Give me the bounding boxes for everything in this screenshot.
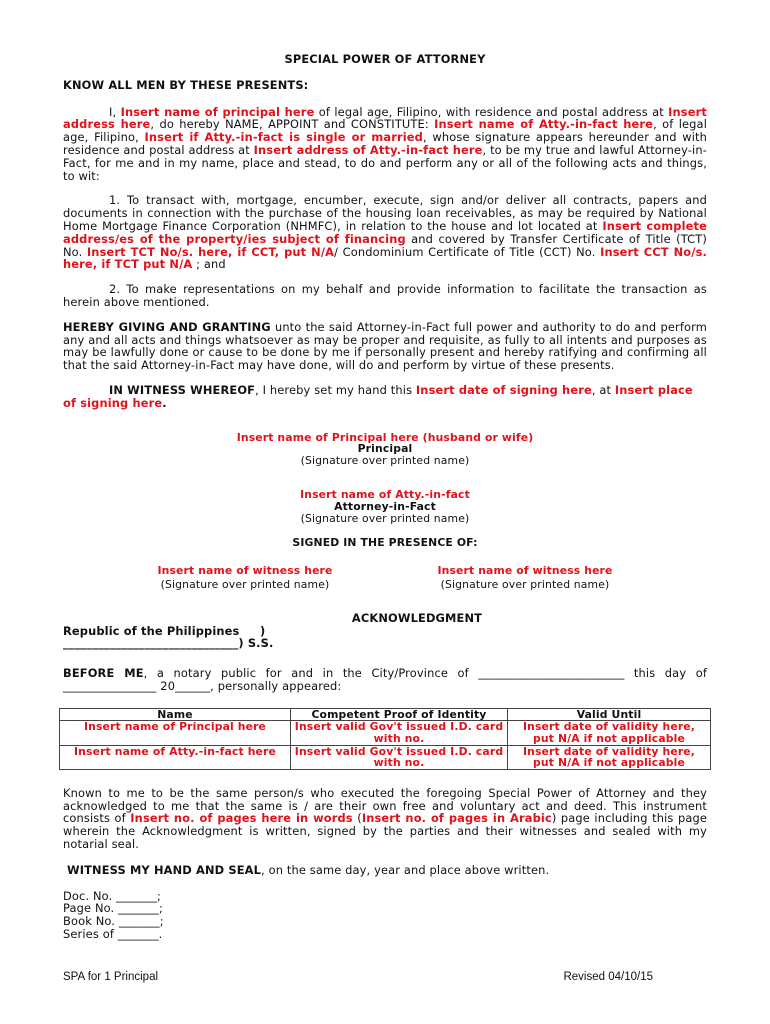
principal-signature-caption: (Signature over printed name) [300, 453, 470, 467]
p1-text-3: , do hereby NAME, APPOINT and CONSTITUTE: [150, 117, 435, 132]
hereby-paragraph [63, 321, 707, 372]
before-me-text: , a notary public for and in the City/Province of _________________________ this day of ________________ 20______, personally appeared: [63, 666, 707, 694]
hereby-text: unto the said Attorney-in-Fact full power and authority to do and perform any and all acts and things whatsoever as may be proper and requisite, as fully to all intents and purposes as may be lawfully done or cause to be done by me if personally present and hereby ratifying and confirming all that the said Attorney-in-Fact may have done, will do and perform by virtue of these presents. [63, 319, 707, 373]
before-me-lead: BEFORE ME [63, 666, 144, 681]
document-title: SPECIAL POWER OF ATTORNEY [284, 52, 486, 66]
table-row [60, 745, 711, 769]
pages-arabic-field[interactable]: Insert no. of pages in Arabic [361, 811, 552, 826]
pages-words-field[interactable]: Insert no. of pages here in words [130, 811, 353, 826]
p1-text-1: I, [109, 104, 121, 119]
atty-address-field[interactable]: Insert address of Atty.-in-fact here [253, 142, 483, 157]
principal-name-field[interactable]: Insert name of principal here [120, 104, 315, 119]
row-1-validity-field[interactable]: Insert date of validity here, put N/A if not applicable [508, 721, 711, 745]
table-header-row [60, 708, 711, 721]
known-text-3: ) page including this page wherein the Acknowledgment is written, signed by the parties and their witnesses and sealed with my notarial seal. [63, 811, 708, 852]
item-2-paragraph: 2. To make representations on my behalf and provide information to facilitate the transaction as herein above mentioned. [63, 282, 707, 309]
witness-2-block [405, 564, 645, 592]
witness-2-caption: (Signature over printed name) [440, 577, 610, 591]
atty-signature-name-field[interactable]: Insert name of Atty.-in-fact [300, 488, 470, 502]
item1-text-3: / Condominium Certificate of Title (CCT) No. [334, 244, 601, 259]
witness-whereof-lead: IN WITNESS WHEREOF [109, 382, 256, 397]
principal-signature-name-field[interactable]: Insert name of Principal here (husband or wife) [236, 430, 534, 444]
cct-number-field[interactable]: Insert CCT No/s. here, if TCT put N/A [63, 244, 707, 272]
row-2-id-field[interactable]: Insert valid Gov't issued I.D. card with no. [291, 745, 508, 769]
p1-text-4: , of legal age, Filipino, [63, 117, 708, 145]
principal-address-field[interactable]: Insert address here [63, 104, 707, 132]
atty-signature-block [63, 489, 707, 524]
row-1-id-field[interactable]: Insert valid Gov't issued I.D. card with no. [291, 721, 508, 745]
document-body [63, 50, 707, 941]
principal-paragraph [63, 106, 707, 183]
witness-hand-text: , on the same day, year and place above written. [261, 862, 550, 877]
p1-text-2: of legal age, Filipino, with residence and postal address at [314, 104, 669, 119]
col-header-proof: Competent Proof of Identity [291, 708, 508, 721]
venue-line-1: Republic of the Philippines ) [63, 623, 266, 638]
principal-role-label: Principal [357, 442, 413, 456]
series-line: Series of _______. [63, 927, 163, 942]
known-text-2: ( [352, 811, 362, 826]
footer-revision: Revised 04/10/15 [563, 971, 653, 983]
signing-date-field[interactable]: Insert date of signing here [415, 382, 592, 397]
table-row [60, 721, 711, 745]
p1-text-6: , to be my true and lawful Attorney-in-Fact, for me and in my name, place and stead, to do and perform any or all of the following acts and things, to wit: [63, 142, 707, 183]
witness-hand-paragraph [63, 864, 707, 877]
acknowledgment-heading: ACKNOWLEDGMENT [351, 610, 483, 625]
identity-table [59, 708, 711, 770]
venue-line-2: ______________________________) S.S. [63, 636, 274, 651]
ww-text-2: , at [591, 382, 615, 397]
witness-1-block [125, 564, 365, 592]
before-me-paragraph [63, 667, 707, 693]
signed-presence-heading: SIGNED IN THE PRESENCE OF: [292, 536, 478, 550]
ww-text-1: , I hereby set my hand this [255, 382, 416, 397]
known-text-1: Known to me to be the same person/s who executed the foregoing Special Power of Attorney and they acknowledged to me that the same is / are their own free and voluntary act and deed. This instrument consists of [63, 785, 707, 826]
property-address-field[interactable]: Insert complete address/es of the property/ies subject of financing [63, 218, 708, 246]
signing-place-field[interactable]: Insert place of signing here [63, 382, 693, 410]
witness-1-caption: (Signature over printed name) [160, 577, 330, 591]
item1-text-4: ; and [192, 257, 226, 272]
witness-whereof-paragraph [63, 384, 707, 410]
item1-text-2: and covered by Transfer Certificate of Title (TCT) No. [63, 231, 707, 259]
witness-1-name-field[interactable]: Insert name of witness here [157, 563, 333, 577]
col-header-valid: Valid Until [508, 708, 711, 721]
item1-text-1: 1. To transact with, mortgage, encumber, execute, sign and/or deliver all contracts, papers and documents in connection with the purchase of the housing loan receivables, as may be required by National Home Mortgage Finance Corporation (NHMFC), in relation to the house and lot located at [63, 193, 707, 233]
know-all-heading: KNOW ALL MEN BY THESE PRESENTS: [63, 77, 309, 92]
book-no-line: Book No. _______; [63, 914, 164, 929]
hereby-lead: HEREBY GIVING AND GRANTING [63, 319, 271, 334]
atty-civil-status-field[interactable]: Insert if Atty.-in-fact is single or married [144, 130, 423, 145]
row-2-validity-field[interactable]: Insert date of validity here, put N/A if not applicable [508, 745, 711, 769]
item-1-paragraph [63, 194, 707, 271]
tct-number-field[interactable]: Insert TCT No/s. here, if CCT, put N/A [86, 244, 335, 259]
atty-signature-caption: (Signature over printed name) [300, 511, 470, 525]
doc-no-line: Doc. No. _______; [63, 888, 162, 903]
footer-form-name: SPA for 1 Principal [63, 971, 159, 983]
known-paragraph [63, 787, 707, 851]
principal-signature-block [63, 432, 707, 467]
atty-name-field[interactable]: Insert name of Atty.-in-fact here [434, 117, 654, 132]
col-header-name: Name [60, 708, 291, 721]
p1-text-5: , whose signature appears hereunder and with residence and postal address at [63, 130, 707, 157]
ww-text-3: . [162, 395, 167, 410]
atty-role-label: Attorney-in-Fact [334, 499, 436, 513]
witness-signatures [63, 564, 707, 592]
page-footer [63, 971, 653, 983]
notarial-register [63, 890, 707, 941]
page-no-line: Page No. _______; [63, 901, 163, 916]
row-1-name-field[interactable]: Insert name of Principal here [60, 721, 291, 745]
witness-2-name-field[interactable]: Insert name of witness here [437, 563, 613, 577]
row-2-name-field[interactable]: Insert name of Atty.-in-fact here [60, 745, 291, 769]
witness-hand-lead: WITNESS MY HAND AND SEAL [67, 862, 262, 877]
